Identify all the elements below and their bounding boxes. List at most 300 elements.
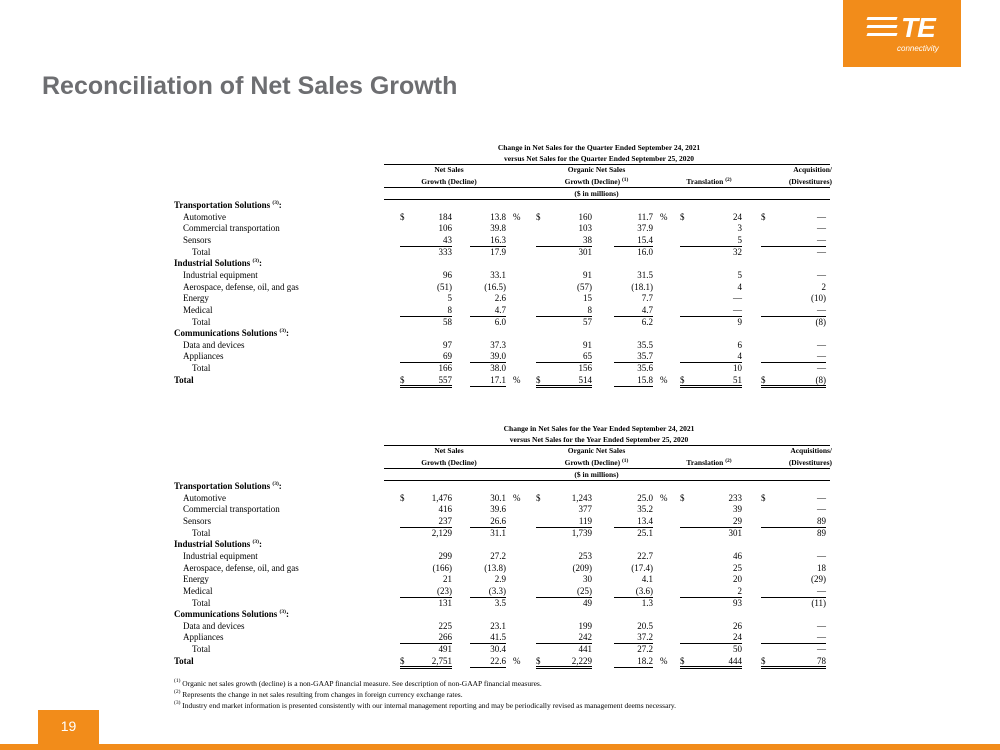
net-sales-header: Net Sales <box>434 165 464 174</box>
organic-growth-pct: 15.4 <box>637 234 653 245</box>
footnote-3-mark: (3) <box>272 481 279 487</box>
translation-header: Translation $^{(2)}$ <box>686 458 732 467</box>
dollar-sign: $ <box>536 374 541 385</box>
organic-subheader: Growth (Decline) $^{(1)}$ <box>564 177 629 186</box>
translation-value: 6 <box>737 339 742 350</box>
net-sales-growth-value: 96 <box>443 269 452 280</box>
net-sales-growth-value: (23) <box>437 585 452 596</box>
net-sales-growth-value: 1,476 <box>431 492 452 503</box>
row-label: Appliances <box>183 351 224 362</box>
acquisition-value: (11) <box>811 597 826 608</box>
logo-tagline: connectivity <box>897 44 939 53</box>
row-label: Total <box>192 597 211 608</box>
translation-value: 5 <box>737 234 742 245</box>
footnote-mark: (1) <box>174 678 181 684</box>
organic-growth-value: (57) <box>577 281 592 292</box>
table-row <box>174 516 834 527</box>
net-sales-growth-pct: 22.6 <box>490 655 506 666</box>
organic-growth-pct: 35.5 <box>637 339 653 350</box>
organic-growth-value: 1,243 <box>571 492 592 503</box>
acquisition-value: — <box>817 304 826 315</box>
translation-value: 301 <box>728 527 742 538</box>
acquisition-value: — <box>817 632 826 643</box>
table-caption-1: Change in Net Sales for the Quarter Ended September 24, 2021 <box>497 143 701 152</box>
table-row <box>174 317 834 328</box>
grand-total-rule <box>400 668 452 669</box>
te-connectivity-logo <box>843 0 961 67</box>
organic-growth-value: 103 <box>578 223 592 234</box>
row-label: Aerospace, defense, oil, and gas <box>183 562 299 573</box>
organic-growth-value: (209) <box>572 562 592 573</box>
row-label: Sensors <box>183 515 212 526</box>
logo-bars-icon <box>867 17 897 41</box>
grand-total-rule <box>400 385 452 386</box>
organic-growth-value: 1,739 <box>571 527 592 538</box>
percent-sign: % <box>660 492 668 503</box>
net-sales-subheader: Growth (Decline) <box>421 177 477 186</box>
footnote-1-mark: (1) <box>621 177 629 183</box>
grand-total-label: Total <box>174 374 194 385</box>
organic-growth-pct: 4.1 <box>641 574 653 585</box>
dollar-sign: $ <box>400 655 405 666</box>
organic-growth-value: 30 <box>583 574 592 585</box>
grand-total-rule <box>536 666 592 667</box>
row-label: Commercial transportation <box>183 223 280 234</box>
row-label: Industrial equipment <box>183 269 258 280</box>
acquisition-value: (8) <box>815 374 826 385</box>
row-label: Data and devices <box>183 339 245 350</box>
grand-total-rule <box>536 387 592 388</box>
row-label: Aerospace, defense, oil, and gas <box>183 281 299 292</box>
net-sales-growth-value: 69 <box>443 351 452 362</box>
grand-total-rule <box>536 385 592 386</box>
net-sales-growth-pct: 31.1 <box>490 527 506 538</box>
organic-subheader: Growth (Decline) $^{(1)}$ <box>564 458 629 467</box>
grand-total-rule <box>761 385 826 386</box>
translation-value: 4 <box>737 351 742 362</box>
acquisition-value: — <box>817 363 826 374</box>
translation-value: 3 <box>737 223 742 234</box>
net-sales-growth-value: 8 <box>447 304 452 315</box>
table-row <box>174 609 834 620</box>
acquisition-value: — <box>817 351 826 362</box>
net-sales-growth-pct: 39.0 <box>490 351 506 362</box>
grand-total-rule <box>470 386 506 387</box>
organic-growth-pct: (18.1) <box>631 281 653 292</box>
net-sales-growth-value: 266 <box>438 632 452 643</box>
net-sales-growth-value: 2,129 <box>431 527 452 538</box>
organic-growth-pct: 16.0 <box>637 246 653 257</box>
organic-growth-pct: 15.8 <box>637 374 653 385</box>
footnote-3-mark: (3) <box>252 258 259 265</box>
acquisition-value: — <box>817 339 826 350</box>
translation-value: 24 <box>733 211 742 222</box>
footnotes <box>174 678 676 711</box>
segment-label: Communications Solutions $^{(3)}$: <box>174 328 289 339</box>
net-sales-growth-value: 225 <box>438 620 452 631</box>
row-label: Energy <box>183 293 209 304</box>
dollar-sign: $ <box>400 374 405 385</box>
dollar-sign: $ <box>400 211 405 222</box>
table-row <box>174 293 834 304</box>
acquisition-value: — <box>817 492 826 503</box>
translation-value: 26 <box>733 620 742 631</box>
organic-growth-pct: 6.2 <box>641 316 653 327</box>
net-sales-growth-pct: (3.3) <box>488 585 506 596</box>
table-row <box>174 539 834 550</box>
row-label: Energy <box>183 574 209 585</box>
table-row <box>174 212 834 223</box>
grand-total-rule <box>400 387 452 388</box>
organic-growth-value: 160 <box>578 211 592 222</box>
dollar-sign: $ <box>680 374 685 385</box>
organic-growth-pct: 20.5 <box>637 620 653 631</box>
dollar-sign: $ <box>400 492 405 503</box>
net-sales-growth-pct: 23.1 <box>490 620 506 631</box>
organic-growth-value: 514 <box>578 374 592 385</box>
table-row <box>174 282 834 293</box>
organic-growth-pct: 35.6 <box>637 363 653 374</box>
organic-growth-value: 65 <box>583 351 592 362</box>
footnote-3-mark: (3) <box>252 539 259 546</box>
dollar-sign: $ <box>761 655 766 666</box>
row-label: Appliances <box>183 632 224 643</box>
acquisition-value: 2 <box>821 281 826 292</box>
translation-value: 93 <box>733 597 742 608</box>
net-sales-growth-pct: 6.0 <box>494 316 506 327</box>
net-sales-growth-pct: 39.8 <box>490 223 506 234</box>
organic-growth-value: 301 <box>578 246 592 257</box>
translation-value: 20 <box>733 574 742 585</box>
net-sales-growth-value: 557 <box>438 374 452 385</box>
table-row <box>174 632 834 643</box>
row-label: Total <box>192 527 211 538</box>
row-label: Total <box>192 644 211 655</box>
row-label: Commercial transportation <box>183 504 280 515</box>
net-sales-growth-pct: 2.9 <box>494 574 506 585</box>
grand-total-label: Total <box>174 655 194 666</box>
acquisition-header: Acquisitions/ <box>790 446 832 455</box>
organic-growth-value: 38 <box>583 234 592 245</box>
organic-growth-value: (25) <box>577 585 592 596</box>
net-sales-growth-value: 131 <box>438 597 452 608</box>
row-label: Automotive <box>183 492 226 503</box>
organic-growth-pct: 37.2 <box>637 632 653 643</box>
dollar-sign: $ <box>536 655 541 666</box>
footnote-3-mark: (3) <box>279 609 286 616</box>
segment-label: Industrial Solutions $^{(3)}$: <box>174 258 262 269</box>
table-row <box>174 551 834 562</box>
dollar-sign: $ <box>761 211 766 222</box>
organic-growth-value: 253 <box>578 550 592 561</box>
row-label: Data and devices <box>183 620 245 631</box>
acquisition-value: (29) <box>811 574 826 585</box>
units-label: ($ in millions) <box>574 189 619 198</box>
footnote-3-mark: (3) <box>272 200 279 206</box>
translation-value: 51 <box>733 374 742 385</box>
segment-label: Communications Solutions $^{(3)}$: <box>174 609 289 620</box>
net-sales-growth-pct: 38.0 <box>490 363 506 374</box>
acquisition-value: — <box>817 550 826 561</box>
footnote-3-mark: (3) <box>279 328 286 335</box>
organic-growth-value: 119 <box>578 515 592 526</box>
net-sales-growth-pct: 30.1 <box>490 492 506 503</box>
net-sales-growth-pct: 30.4 <box>490 644 506 655</box>
organic-growth-value: 15 <box>583 293 592 304</box>
net-sales-growth-pct: (16.5) <box>484 281 506 292</box>
row-label: Industrial equipment <box>183 550 258 561</box>
page-number: 19 <box>60 718 77 734</box>
row-label: Automotive <box>183 211 226 222</box>
table-row <box>174 340 834 351</box>
organic-growth-value: 57 <box>583 316 592 327</box>
organic-growth-pct: 4.7 <box>641 304 653 315</box>
translation-value: 29 <box>733 515 742 526</box>
organic-growth-pct: 25.0 <box>637 492 653 503</box>
organic-growth-value: 49 <box>583 597 592 608</box>
net-sales-growth-value: (166) <box>432 562 452 573</box>
acquisition-value: — <box>817 234 826 245</box>
table-row <box>174 504 834 515</box>
page-title: Reconciliation of Net Sales Growth <box>42 72 458 100</box>
percent-sign: % <box>513 655 521 666</box>
grand-total-rule <box>400 666 452 667</box>
translation-value: 5 <box>737 269 742 280</box>
table-row <box>174 481 834 492</box>
organic-growth-pct: 37.9 <box>637 223 653 234</box>
table-row <box>174 305 834 316</box>
net-sales-growth-pct: 26.6 <box>490 515 506 526</box>
organic-header: Organic Net Sales <box>567 165 626 174</box>
organic-growth-pct: 18.2 <box>637 655 653 666</box>
organic-growth-value: 441 <box>578 644 592 655</box>
segment-label: Transportation Solutions $^{(3)}$: <box>174 200 282 210</box>
table-row <box>174 258 834 269</box>
footnote-2-mark: (2) <box>725 458 732 464</box>
net-sales-growth-pct: 2.6 <box>494 293 506 304</box>
organic-growth-pct: 35.2 <box>637 504 653 515</box>
table-row <box>174 363 834 374</box>
organic-growth-value: 377 <box>578 504 592 515</box>
net-sales-growth-value: 58 <box>443 316 452 327</box>
dollar-sign: $ <box>536 492 541 503</box>
divestitures-header: (Divestitures) <box>788 458 832 467</box>
table-row <box>174 270 834 281</box>
organic-growth-pct: (17.4) <box>631 562 653 573</box>
logo-brand: TE <box>901 12 935 43</box>
organic-growth-pct: 25.1 <box>637 527 653 538</box>
organic-growth-pct: 27.2 <box>637 644 653 655</box>
row-label: Total <box>192 363 211 374</box>
table-row <box>174 598 834 609</box>
net-sales-growth-value: (51) <box>437 281 452 292</box>
net-sales-growth-value: 2,751 <box>431 655 452 666</box>
dollar-sign: $ <box>761 492 766 503</box>
grand-total-rule <box>536 668 592 669</box>
percent-sign: % <box>660 655 668 666</box>
translation-value: 444 <box>728 655 742 666</box>
net-sales-growth-pct: 37.3 <box>490 339 506 350</box>
dollar-sign: $ <box>536 211 541 222</box>
percent-sign: % <box>660 211 668 222</box>
net-sales-growth-value: 237 <box>438 515 452 526</box>
table-row <box>174 574 834 585</box>
organic-growth-pct: 11.7 <box>637 211 653 222</box>
net-sales-growth-pct: 39.6 <box>490 504 506 515</box>
organic-growth-value: 91 <box>583 339 592 350</box>
translation-value: 25 <box>733 562 742 573</box>
net-sales-growth-pct: 3.5 <box>494 597 506 608</box>
divestitures-header: (Divestitures) <box>788 177 832 186</box>
net-sales-growth-pct: 4.7 <box>494 304 506 315</box>
dollar-sign: $ <box>761 374 766 385</box>
table-row <box>174 621 834 632</box>
grand-total-rule <box>761 668 826 669</box>
footnote: $^{(3)}$ Industry end market information is presented consistently with our internal management reporting and may be periodically revised as management deems necessary. <box>174 700 677 710</box>
acquisition-value: 18 <box>817 562 826 573</box>
net-sales-growth-pct: 27.2 <box>490 550 506 561</box>
units-label: ($ in millions) <box>574 470 619 479</box>
table-row <box>174 247 834 258</box>
table-row <box>174 235 834 246</box>
organic-growth-pct: 35.7 <box>637 351 653 362</box>
net-sales-growth-value: 21 <box>443 574 452 585</box>
organic-growth-value: 156 <box>578 363 592 374</box>
organic-growth-value: 2,229 <box>571 655 592 666</box>
row-label: Sensors <box>183 234 212 245</box>
organic-growth-pct: 1.3 <box>641 597 653 608</box>
table-row <box>174 644 834 655</box>
net-sales-growth-value: 5 <box>447 293 452 304</box>
table-row <box>174 223 834 234</box>
table-row <box>174 563 834 574</box>
table-caption-2: versus Net Sales for the Quarter Ended September 25, 2020 <box>504 154 694 163</box>
dollar-sign: $ <box>680 655 685 666</box>
acquisition-value: 89 <box>817 515 826 526</box>
net-sales-growth-value: 491 <box>438 644 452 655</box>
acquisition-value: — <box>817 211 826 222</box>
net-sales-growth-value: 106 <box>438 223 452 234</box>
net-sales-growth-value: 299 <box>438 550 452 561</box>
table-caption-1: Change in Net Sales for the Year Ended September 24, 2021 <box>503 424 695 433</box>
translation-value: — <box>733 293 742 304</box>
net-sales-growth-pct: 33.1 <box>490 269 506 280</box>
organic-growth-pct: (3.6) <box>635 585 653 596</box>
organic-growth-value: 91 <box>583 269 592 280</box>
net-sales-growth-value: 333 <box>438 246 452 257</box>
grand-total-rule <box>614 386 653 387</box>
net-sales-growth-pct: 41.5 <box>490 632 506 643</box>
grand-total-rule <box>470 667 506 668</box>
acquisition-header: Acquisition/ <box>793 165 832 174</box>
segment-label: Industrial Solutions $^{(3)}$: <box>174 539 262 550</box>
acquisition-value: — <box>817 269 826 280</box>
table-row <box>174 328 834 339</box>
net-sales-growth-value: 166 <box>438 363 452 374</box>
header-rule <box>384 187 830 188</box>
grand-total-rule <box>761 387 826 388</box>
organic-growth-pct: 22.7 <box>637 550 653 561</box>
translation-value: 4 <box>737 281 742 292</box>
percent-sign: % <box>660 374 668 385</box>
translation-value: 46 <box>733 550 742 561</box>
acquisition-value: — <box>817 644 826 655</box>
net-sales-header: Net Sales <box>434 446 464 455</box>
translation-value: — <box>733 304 742 315</box>
acquisition-value: — <box>817 246 826 257</box>
row-label: Total <box>192 246 211 257</box>
acquisition-value: (10) <box>811 293 826 304</box>
segment-label: Transportation Solutions $^{(3)}$: <box>174 481 282 491</box>
grand-total-rule <box>680 387 742 388</box>
table-row <box>174 351 834 362</box>
percent-sign: % <box>513 211 521 222</box>
net-sales-growth-pct: 17.1 <box>490 374 506 385</box>
translation-value: 233 <box>728 492 742 503</box>
translation-value: 9 <box>737 316 742 327</box>
grand-total-rule <box>614 667 653 668</box>
organic-growth-value: 242 <box>578 632 592 643</box>
grand-total-rule <box>680 668 742 669</box>
net-sales-subheader: Growth (Decline) <box>421 458 477 467</box>
organic-growth-pct: 31.5 <box>637 269 653 280</box>
table-row <box>174 528 834 539</box>
net-sales-growth-value: 43 <box>443 234 452 245</box>
net-sales-growth-value: 416 <box>438 504 452 515</box>
net-sales-growth-pct: 13.8 <box>490 211 506 222</box>
row-label: Total <box>192 316 211 327</box>
footer-bar <box>0 744 1000 750</box>
translation-value: 24 <box>733 632 742 643</box>
acquisition-value: (8) <box>815 316 826 327</box>
translation-value: 2 <box>737 585 742 596</box>
acquisition-value: — <box>817 504 826 515</box>
net-sales-growth-value: 97 <box>443 339 452 350</box>
row-label: Medical <box>183 304 213 315</box>
acquisition-value: 89 <box>817 527 826 538</box>
page-number-box <box>38 710 99 744</box>
row-label: Medical <box>183 585 213 596</box>
table-caption-2: versus Net Sales for the Year Ended September 25, 2020 <box>509 435 689 444</box>
footnote: $^{(2)}$ Represents the change in net sales resulting from changes in foreign currency exchange rates. <box>174 689 463 699</box>
table-row <box>174 493 834 504</box>
acquisition-value: — <box>817 585 826 596</box>
organic-growth-value: 8 <box>587 304 592 315</box>
organic-header: Organic Net Sales <box>567 446 626 455</box>
net-sales-growth-value: 184 <box>438 211 452 222</box>
translation-value: 32 <box>733 246 742 257</box>
percent-sign: % <box>513 374 521 385</box>
translation-value: 10 <box>733 363 742 374</box>
dollar-sign: $ <box>680 492 685 503</box>
organic-growth-pct: 7.7 <box>641 293 653 304</box>
translation-value: 39 <box>733 504 742 515</box>
percent-sign: % <box>513 492 521 503</box>
acquisition-value: — <box>817 223 826 234</box>
acquisition-value: — <box>817 620 826 631</box>
footnote-mark: (3) <box>174 700 181 706</box>
net-sales-growth-pct: (13.8) <box>484 562 506 573</box>
acquisition-value: 78 <box>817 655 826 666</box>
grand-total-rule <box>680 385 742 386</box>
footnote: $^{(1)}$ Organic net sales growth (decline) is a non-GAAP financial measure. See description of non-GAAP financial measures. <box>174 678 542 688</box>
footnote-mark: (2) <box>174 689 181 695</box>
dollar-sign: $ <box>680 211 685 222</box>
footnote-2-mark: (2) <box>725 177 732 183</box>
net-sales-growth-pct: 16.3 <box>490 234 506 245</box>
organic-growth-pct: 13.4 <box>637 515 653 526</box>
grand-total-rule <box>680 666 742 667</box>
